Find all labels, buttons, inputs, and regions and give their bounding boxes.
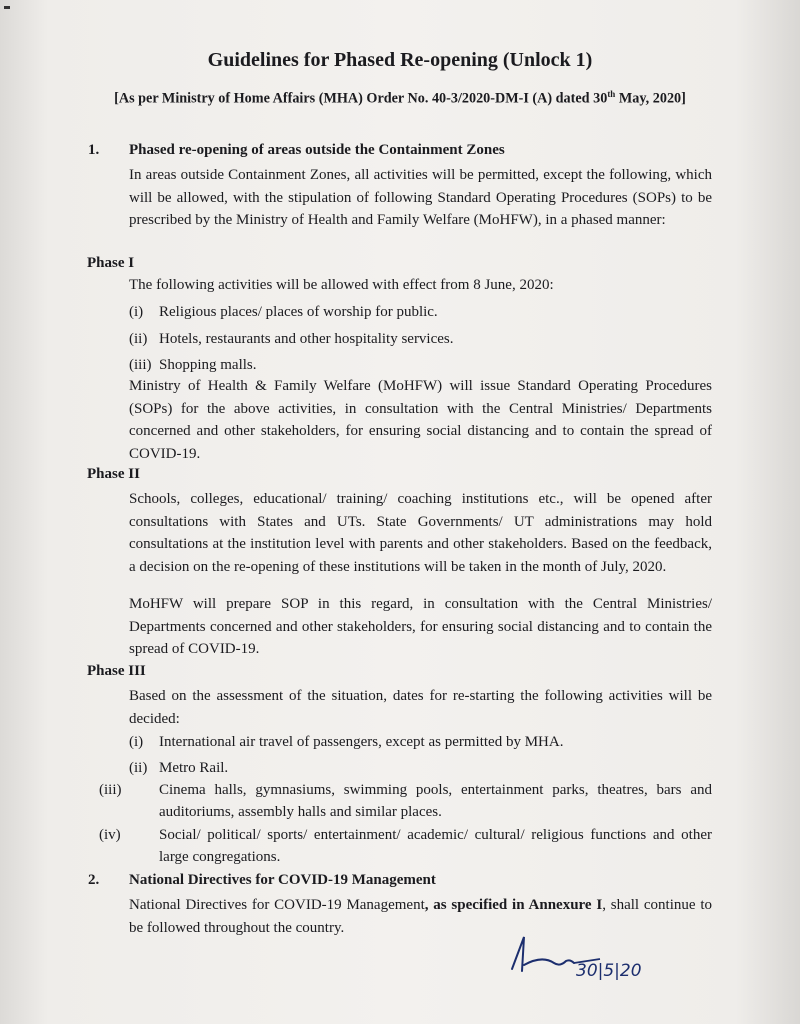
- item-number: (i): [129, 304, 144, 320]
- item-text: Shopping malls.: [159, 357, 257, 373]
- item-number: (ii): [129, 331, 148, 347]
- phase-intro: The following activities will be allowed with effect from 8 June, 2020:: [129, 277, 554, 293]
- item-number: (iii): [99, 782, 122, 798]
- item-text: Social/ political/ sports/ entertainment/ academic/ cultural/ religious functions and other large congregations.: [159, 827, 712, 865]
- list-item: [99, 779, 712, 823]
- signature-date: 30|5|20: [576, 961, 642, 981]
- document-subtitle: [0, 89, 800, 108]
- section-text-part: , shall continue to be followed throughout the country.: [129, 897, 712, 936]
- phase-intro: Based on the assessment of the situation, dates for re-starting the following activities will be decided:: [129, 688, 712, 727]
- item-number: (ii): [129, 760, 148, 776]
- subtitle-text: [As per Ministry of Home Affairs (MHA) Order No. 40-3/2020-DM-I (A) dated 30: [114, 90, 608, 107]
- section-intro: In areas outside Containment Zones, all activities will be permitted, except the following, which will be allowed, with the stipulation of following Standard Operating Procedures (SOPs) to be prescribed by the Ministry of Health and Family Welfare (MoHFW), in a phased manner:: [129, 167, 712, 228]
- item-number: (iv): [99, 827, 121, 843]
- phase-label: Phase III: [87, 663, 146, 679]
- scan-mark: [4, 6, 10, 9]
- section-heading: Phased re-opening of areas outside the Containment Zones: [129, 142, 505, 158]
- item-number: (i): [129, 734, 144, 750]
- annexure-reference: Annexure I: [528, 897, 603, 913]
- list-item: [99, 824, 712, 868]
- item-text: Hotels, restaurants and other hospitality services.: [159, 331, 454, 347]
- phase-paragraph: Schools, colleges, educational/ training/ coaching institutions etc., will be opened after consultations with States and UTs. State Governments/ UT administrations may hold consultations at the institution level with parents and other stakeholders. Based on the feedback, a decision on the re-opening of these institutions will be taken in the month of July, 2020.: [129, 491, 712, 575]
- section-heading: National Directives for COVID-19 Management: [129, 872, 436, 888]
- section-text-part: , as specified in: [424, 897, 529, 913]
- phase-label: Phase I: [87, 255, 135, 271]
- list-item: [129, 731, 712, 753]
- item-text: International air travel of passengers, except as permitted by MHA.: [159, 734, 564, 750]
- item-number: (iii): [129, 357, 152, 373]
- subtitle-suffix: May, 2020]: [615, 90, 686, 107]
- section-text-part: National Directives for COVID-19 Management: [129, 897, 425, 913]
- list-item: [129, 354, 712, 376]
- item-text: Religious places/ places of worship for public.: [159, 304, 438, 320]
- list-item: [129, 757, 712, 779]
- section-number: 1.: [88, 142, 100, 158]
- phase-note: Ministry of Health & Family Welfare (MoHFW) will issue Standard Operating Procedures (SOPs) for the above activities, in consultation with the Central Ministries/ Departments concerned and other stakeholders, for ensuring social distancing and to contain the spread of COVID-19.: [129, 378, 712, 462]
- list-item: [129, 328, 712, 350]
- document-title: Guidelines for Phased Re-opening (Unlock 1): [207, 49, 593, 71]
- list-item: [129, 301, 712, 323]
- item-text: Metro Rail.: [159, 760, 229, 776]
- phase-paragraph: MoHFW will prepare SOP in this regard, in consultation with the Central Ministries/ Departments concerned and other stakeholders, for ensuring social distancing and to contain the spread of COVID-19.: [129, 596, 712, 657]
- subtitle-superscript: th: [607, 89, 616, 99]
- signature-graphic: [500, 925, 680, 995]
- phase-label: Phase II: [87, 466, 140, 482]
- signature: [500, 925, 680, 1000]
- section-number: 2.: [88, 872, 100, 888]
- item-text: Cinema halls, gymnasiums, swimming pools, entertainment parks, theatres, bars and auditoriums, assembly halls and similar places.: [159, 782, 712, 820]
